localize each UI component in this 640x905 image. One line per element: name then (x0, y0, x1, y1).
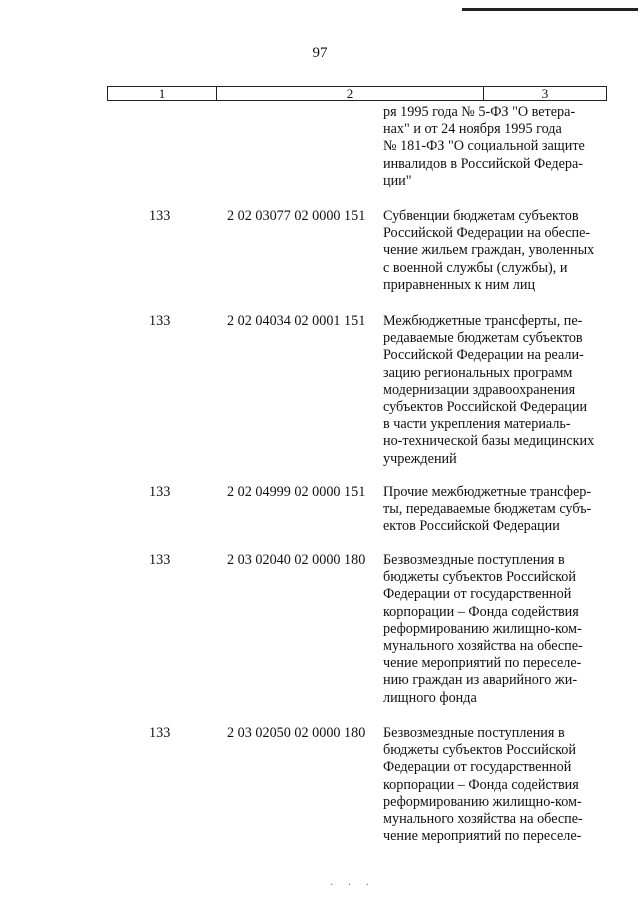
column-header-1: 1 (108, 87, 217, 100)
budget-code: 2 02 04999 02 0000 151 (227, 484, 366, 500)
budget-code: 2 02 04034 02 0001 151 (227, 313, 366, 329)
table-header (107, 86, 607, 101)
admin-code: 133 (149, 484, 171, 500)
page-number: 97 (312, 45, 328, 61)
revenue-description: Безвозмездные поступления в бюджеты субъектов Российской Федерации от государственной корпорации – Фонда содействия реформированию жилищно-ком- мунального хозяйства на обеспе- чение мероприятий по переселе- нию граждан из аварийного жи- лищного фонда (383, 552, 583, 706)
budget-code: 2 02 03077 02 0000 151 (227, 208, 366, 224)
admin-code: 133 (149, 313, 171, 329)
scan-marks: · · · (330, 880, 375, 891)
revenue-description: Межбюджетные трансферты, пе- редаваемые бюджетам субъектов Российской Федерации на реали- зацию региональных программ модернизации здравоохранения субъектов Российской Федерации в части укрепления материаль- но-технической базы медицинских учреждений (383, 313, 595, 467)
continuation-text: ря 1995 года № 5-ФЗ "О ветера- нах" и от 24 ноября 1995 года № 181-ФЗ "О социальной защите инвалидов в Российской Федера- ции" (383, 104, 585, 189)
admin-code: 133 (149, 725, 171, 741)
column-header-3: 3 (541, 86, 549, 101)
admin-code: 133 (149, 208, 171, 224)
top-rule (462, 8, 638, 11)
revenue-description: Прочие межбюджетные трансфер- ты, передаваемые бюджетам субъ- ектов Российской Федерации (383, 484, 592, 535)
budget-code: 2 03 02040 02 0000 180 (227, 552, 366, 568)
revenue-description: Субвенции бюджетам субъектов Российской Федерации на обеспе- чение жильем граждан, уволенных с военной службы (службы), и приравненных к ним лиц (383, 208, 595, 293)
budget-code: 2 03 02050 02 0000 180 (227, 725, 366, 741)
column-header-2: 2 (217, 87, 484, 100)
revenue-description: Безвозмездные поступления в бюджеты субъектов Российской Федерации от государственной корпорации – Фонда содействия реформированию жилищно-ком- мунального хозяйства на обеспе- чение мероприятий по переселе- (383, 725, 583, 845)
admin-code: 133 (149, 552, 171, 568)
